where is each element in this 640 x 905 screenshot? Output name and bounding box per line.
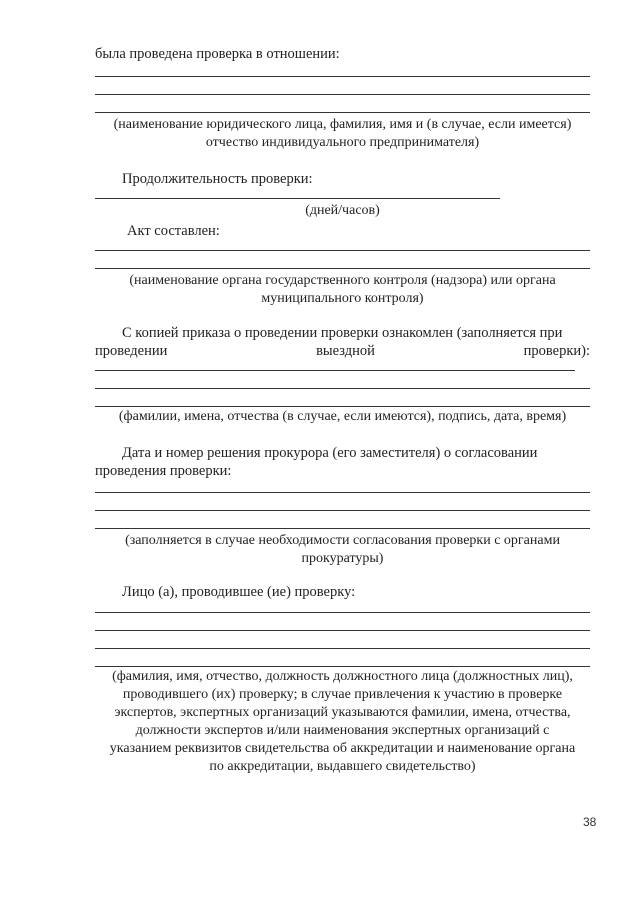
prosecutor-text: Дата и номер решения прокурора (его заместителя) о согласовании [122,445,538,461]
prosecutor-text-line2: проведения проверки: [95,463,232,479]
fill-line [95,94,590,95]
inspector-label: Лицо (а), проводившее (ие) проверку: [122,584,356,600]
order-text-line2: проведении выездной проверки): [95,343,590,359]
fill-line [95,510,590,511]
fill-line [95,112,590,113]
caption-duration: (дней/часов) [305,203,380,218]
fill-line [95,268,590,269]
fill-line [95,648,590,649]
caption-inspector: (фамилия, имя, отчество, должность должностного лица (должностных лиц), проводившего (их) проверку; в случае привлечения к участию в проверке экспертов, экспертных организаций указываются фамилии, имена, отчества, должности экспертов и/или наименования экспертных организаций с указанием реквизитов свидетельства об аккредитации и наименование органа по аккредитации, выдавшего свидетельство) [109,669,576,774]
duration-label: Продолжительность проверки: [122,171,313,187]
intro-text: была проведена проверка в отношении: [95,46,340,62]
fill-line [95,630,590,631]
caption-prosecutor: (заполняется в случае необходимости согласования проверки с органами прокуратуры) [125,533,560,566]
order-text: С копией приказа о проведении проверки ознакомлен (заполняется при [122,325,563,341]
fill-line [95,370,575,371]
caption-sign: (фамилии, имена, отчества (в случае, если имеются), подпись, дата, время) [118,409,567,424]
fill-line [95,250,590,251]
page-number: 38 [583,815,597,829]
fill-line [95,76,590,77]
fill-line [95,492,590,493]
act-label: Акт составлен: [127,223,220,239]
fill-line [95,612,590,613]
fill-line [95,666,590,667]
caption-org: (наименование органа государственного контроля (надзора) или органа муниципального контроля) [129,273,556,306]
fill-line [95,528,590,529]
caption-entity: (наименование юридического лица, фамилия, имя и (в случае, если имеется) отчество индивидуального предпринимателя) [113,117,572,150]
fill-line [95,198,500,199]
fill-line [95,406,590,407]
fill-line [95,388,590,389]
